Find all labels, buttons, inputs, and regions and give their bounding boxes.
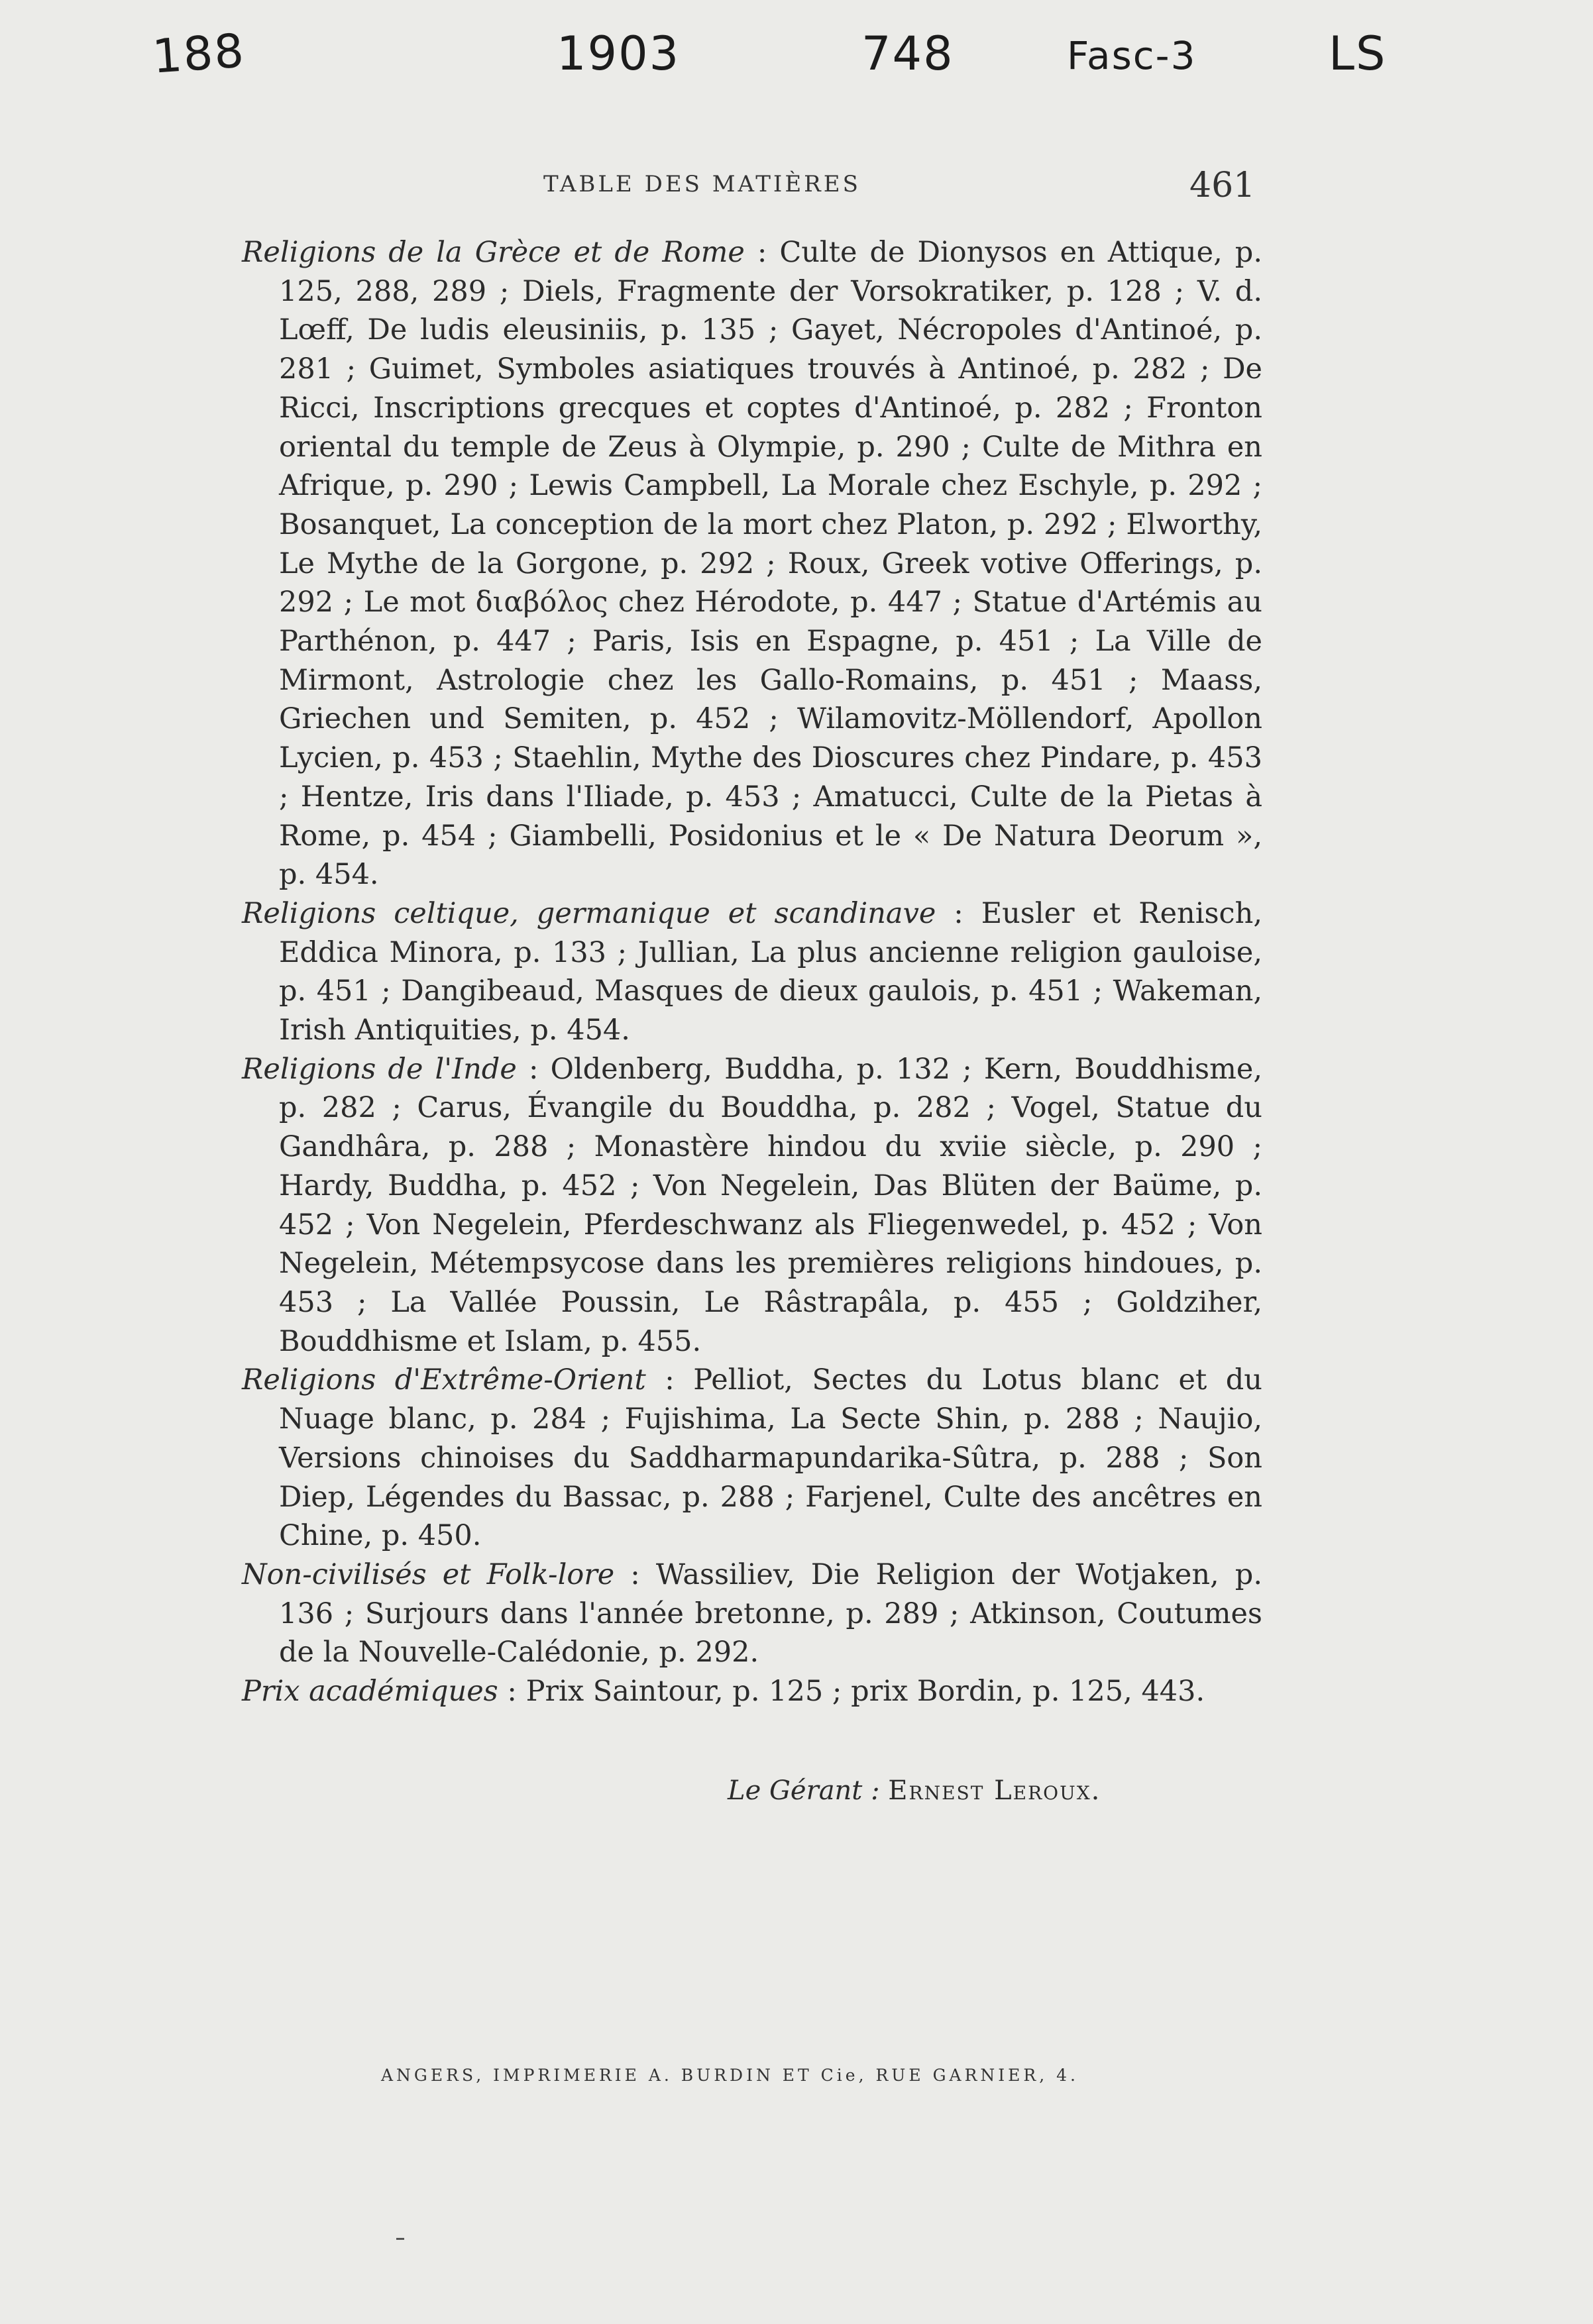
handwritten-note: Fasc-3: [1067, 33, 1197, 78]
toc-entry: [242, 233, 1262, 894]
manager-role: Le Gérant :: [728, 1775, 880, 1806]
category-heading: Non-civilisés et Folk-lore: [242, 1558, 615, 1591]
running-title: TABLE DES MATIÈRES: [543, 171, 861, 197]
manager-name: Ernest Leroux.: [888, 1775, 1101, 1806]
category-heading: Religions de l'Inde: [242, 1052, 517, 1086]
signature-line: [728, 1775, 1101, 1806]
category-heading: Religions d'Extrême-Orient: [242, 1363, 646, 1397]
toc-entry: [242, 894, 1262, 1050]
handwritten-note: 748: [861, 26, 954, 81]
category-heading: Prix académiques: [242, 1675, 498, 1709]
entry-text: : Prix Saintour, p. 125 ; prix Bordin, p. 125, 443.: [498, 1675, 1205, 1709]
handwritten-note: LS: [1329, 26, 1387, 81]
handwritten-note: 188: [150, 23, 247, 84]
page-number: 461: [1189, 166, 1256, 205]
toc-entry: [242, 1361, 1262, 1556]
entry-text: : Culte de Dionysos en Attique, p. 125, 288, 289 ; Diels, Fragmente der Vorsokratiker, p. 128 ; V. d. Lœff, De ludis eleusiniis, p. 135 ; Gayet, Nécropoles d'Antinoé, p. 281 ; Guimet, Symboles asiatiques trouvés à Antinoé, p. 282 ; De Ricci, Inscriptions grecques et coptes d'Antinoé, p. 282 ; Fronton oriental du temple de Zeus à Olympie, p. 290 ; Culte de Mithra en Afrique, p. 290 ; Lewis Campbell, La Morale chez Eschyle, p. 292 ; Bosanquet, La conception de la mort chez Platon, p. 292 ; Elworthy, Le Mythe de la Gorgone, p. 292 ; Roux, Greek votive Offerings, p. 292 ; Le mot διαβόλος chez Hérodote, p. 447 ; Statue d'Artémis au Parthénon, p. 447 ; Paris, Isis en Espagne, p. 451 ; La Ville de Mirmont, Astrologie chez les Gallo-Romains, p. 451 ; Maass, Griechen und Semiten, p. 452 ; Wilamovitz-Möllendorf, Apollon Lycien, p. 453 ; Staehlin, Mythe des Dioscures chez Pindare, p. 453 ; Hentze, Iris dans l'Iliade, p. 453 ; Amatucci, Culte de la Pietas à Rome, p. 454 ; Giambelli, Posidonius et le « De Natura Deorum », p. 454.: [279, 236, 1262, 892]
entry-text: : Pelliot, Sectes du Lotus blanc et du Nuage blanc, p. 284 ; Fujishima, La Secte Shin, p. 288 ; Naujio, Versions chinoises du Saddharmapundarika-Sûtra, p. 288 ; Son Diep, Légendes du Bassac, p. 288 ; Farjenel, Culte des ancêtres en Chine, p. 450.: [279, 1363, 1262, 1553]
toc-entry: [242, 1050, 1262, 1361]
toc-entry: [242, 1556, 1262, 1672]
printer-imprint: ANGERS, IMPRIMERIE A. BURDIN ET Cie, RUE GARNIER, 4.: [381, 2066, 1079, 2085]
table-of-contents: [242, 233, 1262, 1711]
entry-text: : Eusler et Renisch, Eddica Minora, p. 133 ; Jullian, La plus ancienne religion gauloise, p. 451 ; Dangibeaud, Masques de dieux gaulois, p. 451 ; Wakeman, Irish Antiquities, p. 454.: [279, 896, 1263, 1047]
category-heading: Religions de la Grèce et de Rome: [242, 236, 745, 269]
handwritten-note: 1903: [557, 26, 681, 81]
entry-text: : Wassiliev, Die Religion der Wotjaken, p. 136 ; Surjours dans l'année bretonne, p. 289 ; Atkinson, Coutumes de la Nouvelle-Calédonie, p. 292.: [279, 1558, 1262, 1669]
category-heading: Religions celtique, germanique et scandinave: [242, 896, 936, 930]
entry-text: : Oldenberg, Buddha, p. 132 ; Kern, Bouddhisme, p. 282 ; Carus, Évangile du Bouddha, p. 282 ; Vogel, Statue du Gandhâra, p. 288 ; Monastère hindou du xviie siècle, p. 290 ; Hardy, Buddha, p. 452 ; Von Negelein, Das Blüten der Baüme, p. 452 ; Von Negelein, Pferdeschwanz als Fliegenwedel, p. 452 ; Von Negelein, Métempsycose dans les premières religions hindoues, p. 453 ; La Vallée Poussin, Le Râstrapâla, p. 455 ; Goldziher, Bouddhisme et Islam, p. 455.: [279, 1052, 1262, 1358]
toc-entry: [242, 1672, 1262, 1711]
stray-mark: [396, 2238, 404, 2240]
